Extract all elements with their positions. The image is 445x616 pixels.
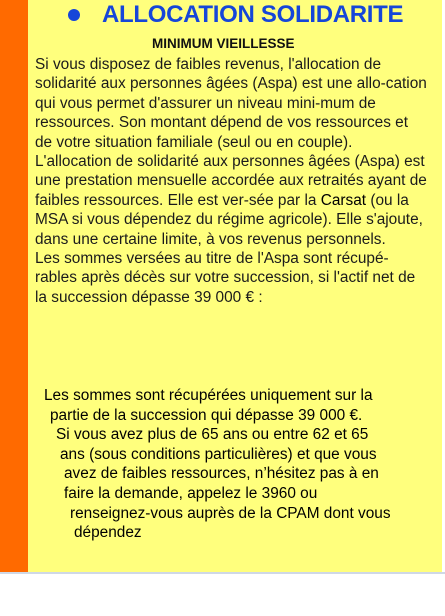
paragraph-aspa-start: L'allocation de solidarité aux personnes âgées (Aspa) est une prestation mensuelle accordée aux retraités ayant de faibles ressources. Elle est ver-sée par la: [35, 153, 427, 209]
page-title: ALLOCATION SOLIDARITE: [102, 1, 404, 28]
paragraph-aspa-end: (ou la MSA si vous dépendez du régime agricole). Elle s'ajoute, dans une certaine limite, à vos revenus personnels.: [35, 191, 423, 248]
note-line: dépendez: [74, 524, 142, 542]
paragraph-recovery: Les sommes versées au titre de l'Aspa sont récupé-rables après décès sur votre succession, si l'actif net de la succession dépasse 39 000 € :: [35, 250, 416, 306]
note-line: partie de la succession qui dépasse 39 000 €.: [50, 406, 363, 424]
note-line: ans (sous conditions particulières) et que vous: [60, 445, 377, 463]
note-line: faire la demande, appelez le 3960 ou: [64, 484, 318, 502]
panel-bottom-divider: [0, 572, 445, 574]
note-line: renseignez-vous auprès de la CPAM dont vous: [70, 504, 391, 522]
title-row: [68, 0, 403, 30]
paragraph-aspa: [35, 152, 427, 249]
carsat-link[interactable]: Carsat: [320, 191, 367, 209]
info-note: [40, 386, 432, 543]
bullet-dot-icon: [68, 9, 80, 21]
note-line: Si vous avez plus de 65 ans ou entre 62 et 65: [56, 426, 369, 444]
note-line: Les sommes sont récupérées uniquement sur la: [44, 387, 373, 404]
page-subtitle: MINIMUM VIEILLESSE: [152, 36, 295, 51]
note-line: avez de faibles ressources, n’hésitez pas à en: [64, 465, 379, 483]
body-text: [35, 55, 427, 307]
paragraph-intro: Si vous disposez de faibles revenus, l'allocation de solidarité aux personnes âgées (Aspa) est une allo-cation qui vous permet d'assurer un niveau mini-mum de ressources. Son montant dépend de vos ressources et de votre situation familiale (seul ou en couple).: [35, 56, 427, 151]
